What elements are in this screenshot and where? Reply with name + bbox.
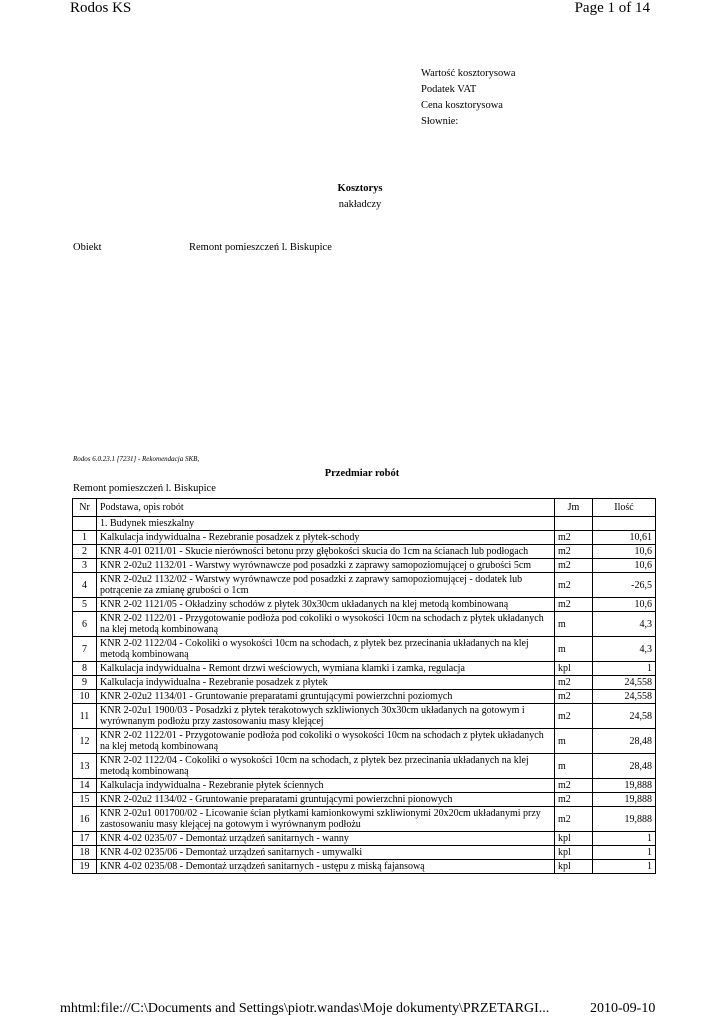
row-unit: m2 [555,559,593,573]
row-quantity: 1 [593,846,656,860]
row-description: Kalkulacja indywidualna - Rezebranie posadzek z płytek [97,676,555,690]
header-nr: Nr [73,499,97,517]
row-quantity: 1 [593,832,656,846]
row-description: KNR 2-02 1122/04 - Cokoliki o wysokości 10cm na schodach, z płytek bez przecinania układanych na klej metodą kombinowaną [97,754,555,779]
row-description: KNR 4-02 0235/06 - Demontaż urządzeń sanitarnych - umywalki [97,846,555,860]
table-row [73,729,656,754]
table-row [73,662,656,676]
row-nr: 17 [73,832,97,846]
table-row [73,573,656,598]
header-quantity: Ilość [593,499,656,517]
row-nr: 1 [73,531,97,545]
kosztorys-subtitle: nakładczy [338,199,382,210]
kosztorys-title: Kosztorys [337,183,383,194]
row-quantity: 19,888 [593,779,656,793]
row-description: KNR 4-02 0235/07 - Demontaż urządzeń sanitarnych - wanny [97,832,555,846]
row-unit: kpl [555,832,593,846]
row-unit: m2 [555,807,593,832]
table-row [73,612,656,637]
row-unit: m2 [555,573,593,598]
row-nr: 8 [73,662,97,676]
row-description: KNR 2-02 1122/01 - Przygotowanie podłoża pod cokoliki o wysokości 10cm na schodach z płytek układanych na klej metodą kombinowaną [97,612,555,637]
row-unit: kpl [555,662,593,676]
document-header-title: Rodos KS [70,0,132,16]
table-row [73,531,656,545]
header-unit: Jm [555,499,593,517]
row-unit: m [555,637,593,662]
table-row [73,637,656,662]
group-quantity-cell [593,517,656,531]
row-unit: kpl [555,846,593,860]
row-quantity: 19,888 [593,807,656,832]
row-unit: m2 [555,545,593,559]
group-row [73,517,656,531]
page-number: Page 1 of 14 [574,0,650,16]
table-row [73,559,656,573]
row-nr: 7 [73,637,97,662]
object-label: Obiekt [73,242,102,253]
table-row [73,793,656,807]
row-unit: kpl [555,860,593,874]
works-table [72,498,656,874]
in-words-label: Słownie: [421,116,459,127]
row-unit: m2 [555,690,593,704]
row-quantity: 10,61 [593,531,656,545]
table-row [73,860,656,874]
row-quantity: 4,3 [593,637,656,662]
row-nr: 16 [73,807,97,832]
header-description: Podstawa, opis robót [97,499,555,517]
row-quantity: 10,6 [593,559,656,573]
row-quantity: 19,888 [593,793,656,807]
row-unit: m2 [555,793,593,807]
row-nr: 6 [73,612,97,637]
row-description: KNR 2-02u1 1900/03 - Posadzki z płytek terakotowych szkliwionych 30x30cm układanych na gotowym i wyrównanym podłożu przy zastosowaniu masy klejącej [97,704,555,729]
row-nr: 18 [73,846,97,860]
row-quantity: -26,5 [593,573,656,598]
row-nr: 2 [73,545,97,559]
row-nr: 11 [73,704,97,729]
row-quantity: 4,3 [593,612,656,637]
row-unit: m [555,729,593,754]
table-row [73,690,656,704]
row-unit: m2 [555,598,593,612]
table-row [73,779,656,793]
row-quantity: 24,58 [593,704,656,729]
row-quantity: 24,558 [593,676,656,690]
row-nr: 15 [73,793,97,807]
row-description: KNR 2-02u2 1132/02 - Warstwy wyrównawcze pod posadzki z zaprawy samopoziomującej - dodatek lub potrącenie za zmianę grubości o 1cm [97,573,555,598]
row-nr: 9 [73,676,97,690]
row-description: KNR 4-01 0211/01 - Skucie nierówności betonu przy głębokości skucia do 1cm na ścianach lub podłogach [97,545,555,559]
row-quantity: 28,48 [593,754,656,779]
row-nr: 19 [73,860,97,874]
row-description: Kalkulacja indywidualna - Rezebranie posadzek z płytek-schody [97,531,555,545]
value-summary-block [421,66,516,130]
group-title: 1. Budynek mieszkalny [97,517,555,531]
row-nr: 13 [73,754,97,779]
row-nr: 3 [73,559,97,573]
row-description: KNR 2-02u1 001700/02 - Licowanie ścian płytkami kamionkowymi szkliwionymi 20x20cm układanymi przy zastosowaniu masy klejącej na gotowym i wyrównanym podłożu [97,807,555,832]
table-row [73,807,656,832]
footer-file-path: mhtml:file://C:\Documents and Settings\piotr.wandas\Moje dokumenty\PRZETARGI... [60,1001,550,1016]
row-description: KNR 2-02 1122/04 - Cokoliki o wysokości 10cm na schodach, z płytek bez przecinania układanych na klej metodą kombinowaną [97,637,555,662]
table-caption: Remont pomieszczeń l. Biskupice [73,483,216,494]
table-header-row [73,499,656,517]
table-row [73,598,656,612]
group-nr-cell [73,517,97,531]
row-unit: m [555,754,593,779]
row-description: KNR 2-02 1121/05 - Okładziny schodów z płytek 30x30cm układanych na klej metodą kombinowaną [97,598,555,612]
row-description: KNR 2-02u2 1132/01 - Warstwy wyrównawcze pod posadzki z zaprawy samopoziomującej o grubości 5cm [97,559,555,573]
object-value: Remont pomieszczeń l. Biskupice [189,242,332,253]
row-quantity: 10,6 [593,598,656,612]
table-row [73,846,656,860]
row-unit: m2 [555,704,593,729]
row-description: KNR 2-02u2 1134/02 - Gruntowanie preparatami gruntującymi powierzchni pionowych [97,793,555,807]
vat-label: Podatek VAT [421,84,477,95]
row-description: Kalkulacja indywidualna - Remont drzwi weściowych, wymiana klamki i zamka, regulacja [97,662,555,676]
group-unit-cell [555,517,593,531]
row-nr: 12 [73,729,97,754]
row-quantity: 1 [593,662,656,676]
software-note: Rodos 6.0.23.1 [7231] - Rekomendacja SKB, [73,455,200,463]
row-description: KNR 2-02u2 1134/01 - Gruntowanie preparatami gruntującymi powierzchni poziomych [97,690,555,704]
row-quantity: 24,558 [593,690,656,704]
row-nr: 4 [73,573,97,598]
row-unit: m2 [555,676,593,690]
price-label: Cena kosztorysowa [421,100,503,111]
table-row [73,832,656,846]
row-unit: m2 [555,531,593,545]
table-row [73,704,656,729]
row-unit: m [555,612,593,637]
row-nr: 5 [73,598,97,612]
row-nr: 10 [73,690,97,704]
row-quantity: 1 [593,860,656,874]
section-title: Przedmiar robót [324,468,400,479]
row-description: Kalkulacja indywidualna - Rezebranie płytek ściennych [97,779,555,793]
footer-date: 2010-09-10 [590,1001,656,1016]
row-description: KNR 2-02 1122/01 - Przygotowanie podłoża pod cokoliki o wysokości 10cm na schodach z płytek układanych na klej metodą kombinowaną [97,729,555,754]
table-row [73,676,656,690]
table-row [73,754,656,779]
table-row [73,545,656,559]
row-quantity: 10,6 [593,545,656,559]
row-description: KNR 4-02 0235/08 - Demontaż urządzeń sanitarnych - ustępu z miską fajansową [97,860,555,874]
row-unit: m2 [555,779,593,793]
row-nr: 14 [73,779,97,793]
row-quantity: 28,48 [593,729,656,754]
value-label: Wartość kosztorysowa [421,68,516,79]
